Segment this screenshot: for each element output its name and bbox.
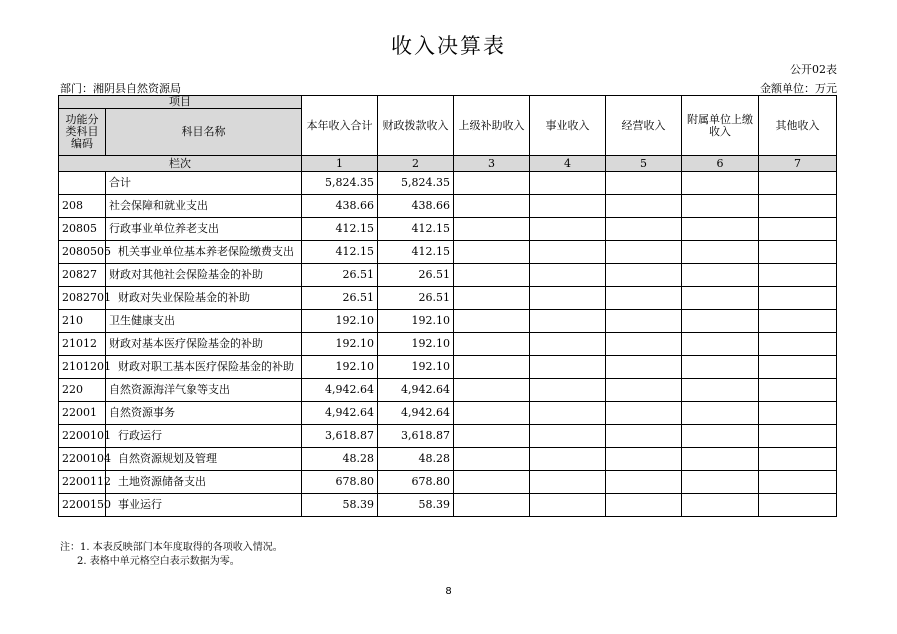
row-empty-cell (682, 172, 759, 195)
row-total: 3,618.87 (302, 425, 378, 448)
row-empty-cell (454, 218, 530, 241)
row-fiscal: 438.66 (378, 195, 454, 218)
row-empty-cell (606, 356, 682, 379)
table-row (59, 333, 837, 356)
row-empty-cell (759, 264, 837, 287)
row-empty-cell (530, 195, 606, 218)
row-empty-cell (606, 195, 682, 218)
row-empty-cell (530, 333, 606, 356)
row-empty-cell (682, 402, 759, 425)
row-empty-cell (682, 287, 759, 310)
table-row (59, 310, 837, 333)
row-empty-cell (454, 494, 530, 517)
row-empty-cell (682, 494, 759, 517)
row-empty-cell (530, 310, 606, 333)
row-empty-cell (682, 241, 759, 264)
row-empty-cell (530, 241, 606, 264)
row-empty-cell (454, 425, 530, 448)
header-row-lanci (59, 156, 837, 172)
row-code: 2200150 (59, 494, 106, 517)
row-empty-cell (606, 172, 682, 195)
row-empty-cell (606, 494, 682, 517)
row-empty-cell (454, 264, 530, 287)
row-total: 26.51 (302, 287, 378, 310)
row-empty-cell (759, 241, 837, 264)
row-empty-cell (454, 287, 530, 310)
row-empty-cell (606, 264, 682, 287)
row-empty-cell (759, 425, 837, 448)
row-empty-cell (759, 333, 837, 356)
row-empty-cell (682, 264, 759, 287)
row-empty-cell (682, 448, 759, 471)
row-empty-cell (454, 448, 530, 471)
row-empty-cell (454, 310, 530, 333)
row-name: 自然资源规划及管理 (106, 448, 302, 471)
table-row (59, 494, 837, 517)
row-total: 26.51 (302, 264, 378, 287)
row-empty-cell (759, 356, 837, 379)
row-fiscal: 3,618.87 (378, 425, 454, 448)
page-number: 8 (445, 586, 452, 597)
row-code: 2082701 (59, 287, 106, 310)
row-name: 自然资源事务 (106, 402, 302, 425)
row-name: 财政对基本医疗保险基金的补助 (106, 333, 302, 356)
row-empty-cell (530, 425, 606, 448)
row-empty-cell (759, 448, 837, 471)
row-total: 4,942.64 (302, 402, 378, 425)
row-empty-cell (454, 195, 530, 218)
row-empty-cell (759, 494, 837, 517)
row-name: 机关事业单位基本养老保险缴费支出 (106, 241, 302, 264)
row-empty-cell (530, 402, 606, 425)
row-empty-cell (530, 471, 606, 494)
row-empty-cell (606, 402, 682, 425)
row-empty-cell (606, 287, 682, 310)
row-empty-cell (606, 310, 682, 333)
row-empty-cell (759, 172, 837, 195)
header-code: 功能分类科目编码 (59, 109, 106, 156)
row-code: 22001 (59, 402, 106, 425)
table-row (59, 356, 837, 379)
row-empty-cell (454, 172, 530, 195)
header-col-6: 附属单位上缴收入 (682, 96, 759, 156)
header-col-2: 财政拨款收入 (378, 96, 454, 156)
header-lanci: 栏次 (59, 156, 302, 172)
row-empty-cell (682, 218, 759, 241)
row-total: 412.15 (302, 218, 378, 241)
table-row (59, 172, 837, 195)
row-empty-cell (530, 494, 606, 517)
row-empty-cell (606, 379, 682, 402)
table-row (59, 218, 837, 241)
row-empty-cell (759, 379, 837, 402)
header-col-7: 其他收入 (759, 96, 837, 156)
row-fiscal: 412.15 (378, 218, 454, 241)
row-code: 2080505 (59, 241, 106, 264)
row-name: 社会保障和就业支出 (106, 195, 302, 218)
row-empty-cell (759, 195, 837, 218)
row-empty-cell (454, 333, 530, 356)
row-code: 210 (59, 310, 106, 333)
lanci-number: 4 (530, 156, 606, 172)
row-empty-cell (682, 310, 759, 333)
row-name: 事业运行 (106, 494, 302, 517)
footnote-1: 注：1. 本表反映部门本年度取得的各项收入情况。 (60, 542, 283, 553)
header-col-3: 上级补助收入 (454, 96, 530, 156)
row-total: 192.10 (302, 333, 378, 356)
row-code: 20827 (59, 264, 106, 287)
row-name: 土地资源储备支出 (106, 471, 302, 494)
row-fiscal: 192.10 (378, 333, 454, 356)
row-empty-cell (454, 471, 530, 494)
row-empty-cell (682, 379, 759, 402)
table-row (59, 448, 837, 471)
row-empty-cell (606, 471, 682, 494)
row-total: 48.28 (302, 448, 378, 471)
row-fiscal: 4,942.64 (378, 379, 454, 402)
row-name: 财政对职工基本医疗保险基金的补助 (106, 356, 302, 379)
row-empty-cell (454, 379, 530, 402)
header-col-1: 本年收入合计 (302, 96, 378, 156)
row-code: 2200104 (59, 448, 106, 471)
lanci-number: 1 (302, 156, 378, 172)
row-name: 卫生健康支出 (106, 310, 302, 333)
row-name: 合计 (106, 172, 302, 195)
lanci-number: 7 (759, 156, 837, 172)
row-total: 58.39 (302, 494, 378, 517)
row-empty-cell (682, 471, 759, 494)
row-empty-cell (454, 241, 530, 264)
row-empty-cell (454, 356, 530, 379)
row-total: 412.15 (302, 241, 378, 264)
row-code: 20805 (59, 218, 106, 241)
row-empty-cell (759, 471, 837, 494)
header-row-project (59, 96, 837, 109)
header-name: 科目名称 (106, 109, 302, 156)
row-total: 5,824.35 (302, 172, 378, 195)
row-empty-cell (530, 172, 606, 195)
table-row (59, 402, 837, 425)
header-project: 项目 (59, 96, 302, 109)
row-fiscal: 4,942.64 (378, 402, 454, 425)
footnotes (60, 541, 283, 569)
row-empty-cell (530, 356, 606, 379)
header-col-4: 事业收入 (530, 96, 606, 156)
row-fiscal: 58.39 (378, 494, 454, 517)
row-empty-cell (759, 287, 837, 310)
row-total: 678.80 (302, 471, 378, 494)
row-code: 21012 (59, 333, 106, 356)
row-total: 438.66 (302, 195, 378, 218)
row-empty-cell (606, 241, 682, 264)
row-empty-cell (606, 218, 682, 241)
row-empty-cell (530, 448, 606, 471)
row-code: 2200112 (59, 471, 106, 494)
row-code: 208 (59, 195, 106, 218)
row-empty-cell (682, 425, 759, 448)
row-code: 2101201 (59, 356, 106, 379)
row-fiscal: 412.15 (378, 241, 454, 264)
lanci-number: 6 (682, 156, 759, 172)
lanci-number: 2 (378, 156, 454, 172)
header-col-5: 经营收入 (606, 96, 682, 156)
row-fiscal: 192.10 (378, 356, 454, 379)
row-empty-cell (530, 218, 606, 241)
row-empty-cell (530, 287, 606, 310)
row-total: 4,942.64 (302, 379, 378, 402)
row-empty-cell (759, 402, 837, 425)
row-empty-cell (606, 448, 682, 471)
row-fiscal: 48.28 (378, 448, 454, 471)
row-empty-cell (530, 264, 606, 287)
row-empty-cell (682, 195, 759, 218)
row-empty-cell (606, 333, 682, 356)
row-empty-cell (759, 310, 837, 333)
row-name: 行政事业单位养老支出 (106, 218, 302, 241)
row-name: 财政对失业保险基金的补助 (106, 287, 302, 310)
row-empty-cell (682, 333, 759, 356)
row-fiscal: 678.80 (378, 471, 454, 494)
row-fiscal: 26.51 (378, 287, 454, 310)
table-row (59, 379, 837, 402)
footnote-2: 2. 表格中单元格空白表示数据为零。 (77, 556, 240, 567)
unit-label: 金额单位：万元 (760, 82, 837, 95)
table-row (59, 471, 837, 494)
row-code: 220 (59, 379, 106, 402)
row-name: 行政运行 (106, 425, 302, 448)
row-name: 财政对其他社会保险基金的补助 (106, 264, 302, 287)
form-code: 公开02表 (790, 63, 837, 76)
row-total: 192.10 (302, 356, 378, 379)
report-title: 收入决算表 (391, 34, 506, 58)
row-empty-cell (606, 425, 682, 448)
table-row (59, 264, 837, 287)
row-empty-cell (759, 218, 837, 241)
row-empty-cell (454, 402, 530, 425)
row-name: 自然资源海洋气象等支出 (106, 379, 302, 402)
row-code: 2200101 (59, 425, 106, 448)
lanci-number: 3 (454, 156, 530, 172)
row-fiscal: 5,824.35 (378, 172, 454, 195)
row-total: 192.10 (302, 310, 378, 333)
row-empty-cell (682, 356, 759, 379)
income-table (58, 95, 837, 517)
table-row (59, 195, 837, 218)
department-label: 部门：湘阴县自然资源局 (60, 82, 181, 95)
table-row (59, 287, 837, 310)
table-row (59, 425, 837, 448)
row-code (59, 172, 106, 195)
lanci-number: 5 (606, 156, 682, 172)
table-row (59, 241, 837, 264)
row-fiscal: 26.51 (378, 264, 454, 287)
row-empty-cell (530, 379, 606, 402)
row-fiscal: 192.10 (378, 310, 454, 333)
